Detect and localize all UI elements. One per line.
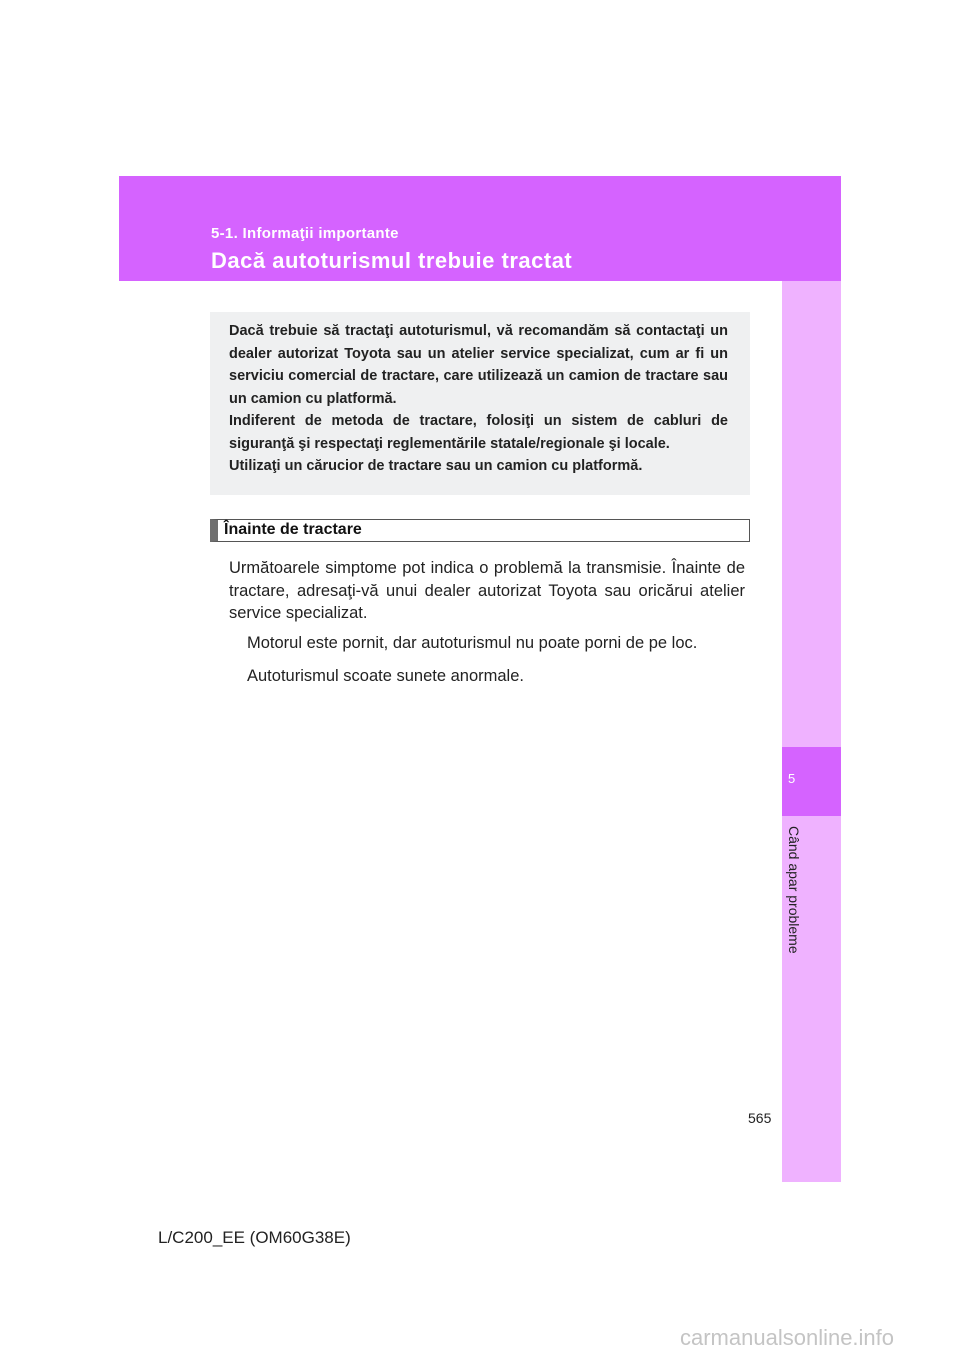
section-heading-box bbox=[210, 519, 750, 542]
chapter-number: 5 bbox=[788, 771, 796, 786]
page-title: Dacă autoturismul trebuie tractat bbox=[211, 248, 573, 273]
section-label: 5-1. Informaţii importante bbox=[211, 225, 399, 242]
chapter-tab bbox=[782, 747, 841, 816]
list-item: Motorul este pornit, dar autoturismul nu poate porni de pe loc. bbox=[247, 634, 698, 652]
intro-paragraph: Dacă trebuie să tractaţi autoturismul, vă recomandăm să contactaţi un dealer autorizat Toyota sau un atelier service specializat, cum ar fi un serviciu comercial de tractare, care utilizează un camion de tractare sau un camion cu platformă. bbox=[229, 323, 728, 407]
header-band bbox=[119, 176, 841, 281]
intro-box bbox=[210, 312, 750, 495]
page-number: 565 bbox=[748, 1110, 772, 1126]
chapter-title: Când apar probleme bbox=[786, 826, 802, 954]
document-code: L/C200_EE (OM60G38E) bbox=[158, 1228, 351, 1247]
intro-paragraph: Utilizaţi un cărucior de tractare sau un camion cu platformă. bbox=[229, 458, 643, 474]
chapter-side-strip bbox=[782, 281, 841, 1182]
intro-paragraph: Indiferent de metoda de tractare, folosiţi un sistem de cabluri de siguranţă şi respectaţi reglementările statale/regionale şi locale. bbox=[229, 413, 728, 452]
section-body: Următoarele simptome pot indica o problemă la transmisie. Înainte de tractare, adresaţi-vă unui dealer autorizat Toyota sau oricărui atelier service specializat. bbox=[229, 559, 745, 622]
section-heading: Înainte de tractare bbox=[224, 521, 362, 538]
watermark: carmanualsonline.info bbox=[680, 1325, 895, 1350]
list-item: Autoturismul scoate sunete anormale. bbox=[247, 667, 524, 685]
